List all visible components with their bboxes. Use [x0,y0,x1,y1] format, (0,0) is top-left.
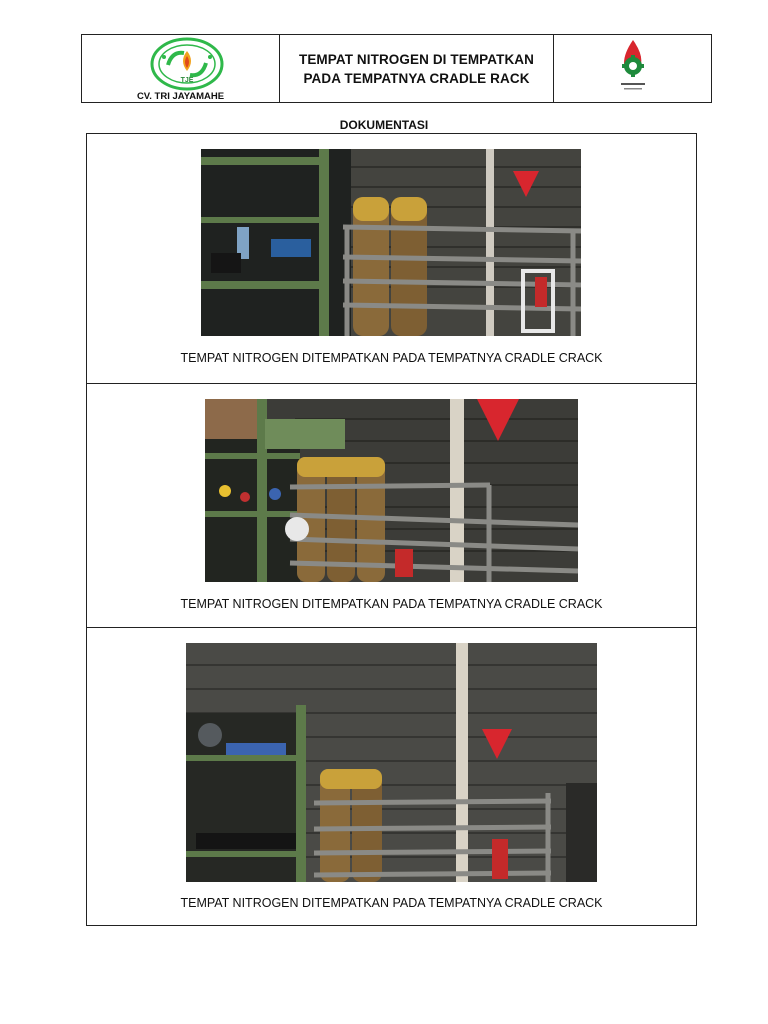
svg-text:TJE: TJE [180,77,194,84]
photo-caption: TEMPAT NITROGEN DITEMPATKAN PADA TEMPATNYA CRADLE CRACK [180,896,603,910]
title-line-2: PADA TEMPATNYA CRADLE RACK [303,70,530,86]
photo-caption: TEMPAT NITROGEN DITEMPATKAN PADA TEMPATNYA CRADLE CRACK [180,597,603,611]
section-title: DOKUMENTASI [339,118,429,132]
company-cell [82,35,280,102]
photo-nitrogen-rack [201,149,581,336]
documentation-table [86,133,697,926]
k3-logo-cell [554,35,711,102]
company-name: CV. TRI JAYAMAHE [136,91,225,102]
title-line-1: TEMPAT NITROGEN DI TEMPATKAN [298,51,535,67]
document-header [81,34,712,103]
photo-row [87,383,696,627]
photo-row [87,134,696,383]
k3-safety-logo [618,38,648,96]
photo-nitrogen-rack [205,399,578,582]
photo-nitrogen-rack [186,643,597,882]
photo-caption: TEMPAT NITROGEN DITEMPATKAN PADA TEMPATNYA CRADLE CRACK [180,351,603,365]
document-title [280,35,554,102]
photo-row [87,627,696,927]
company-logo [150,37,224,91]
